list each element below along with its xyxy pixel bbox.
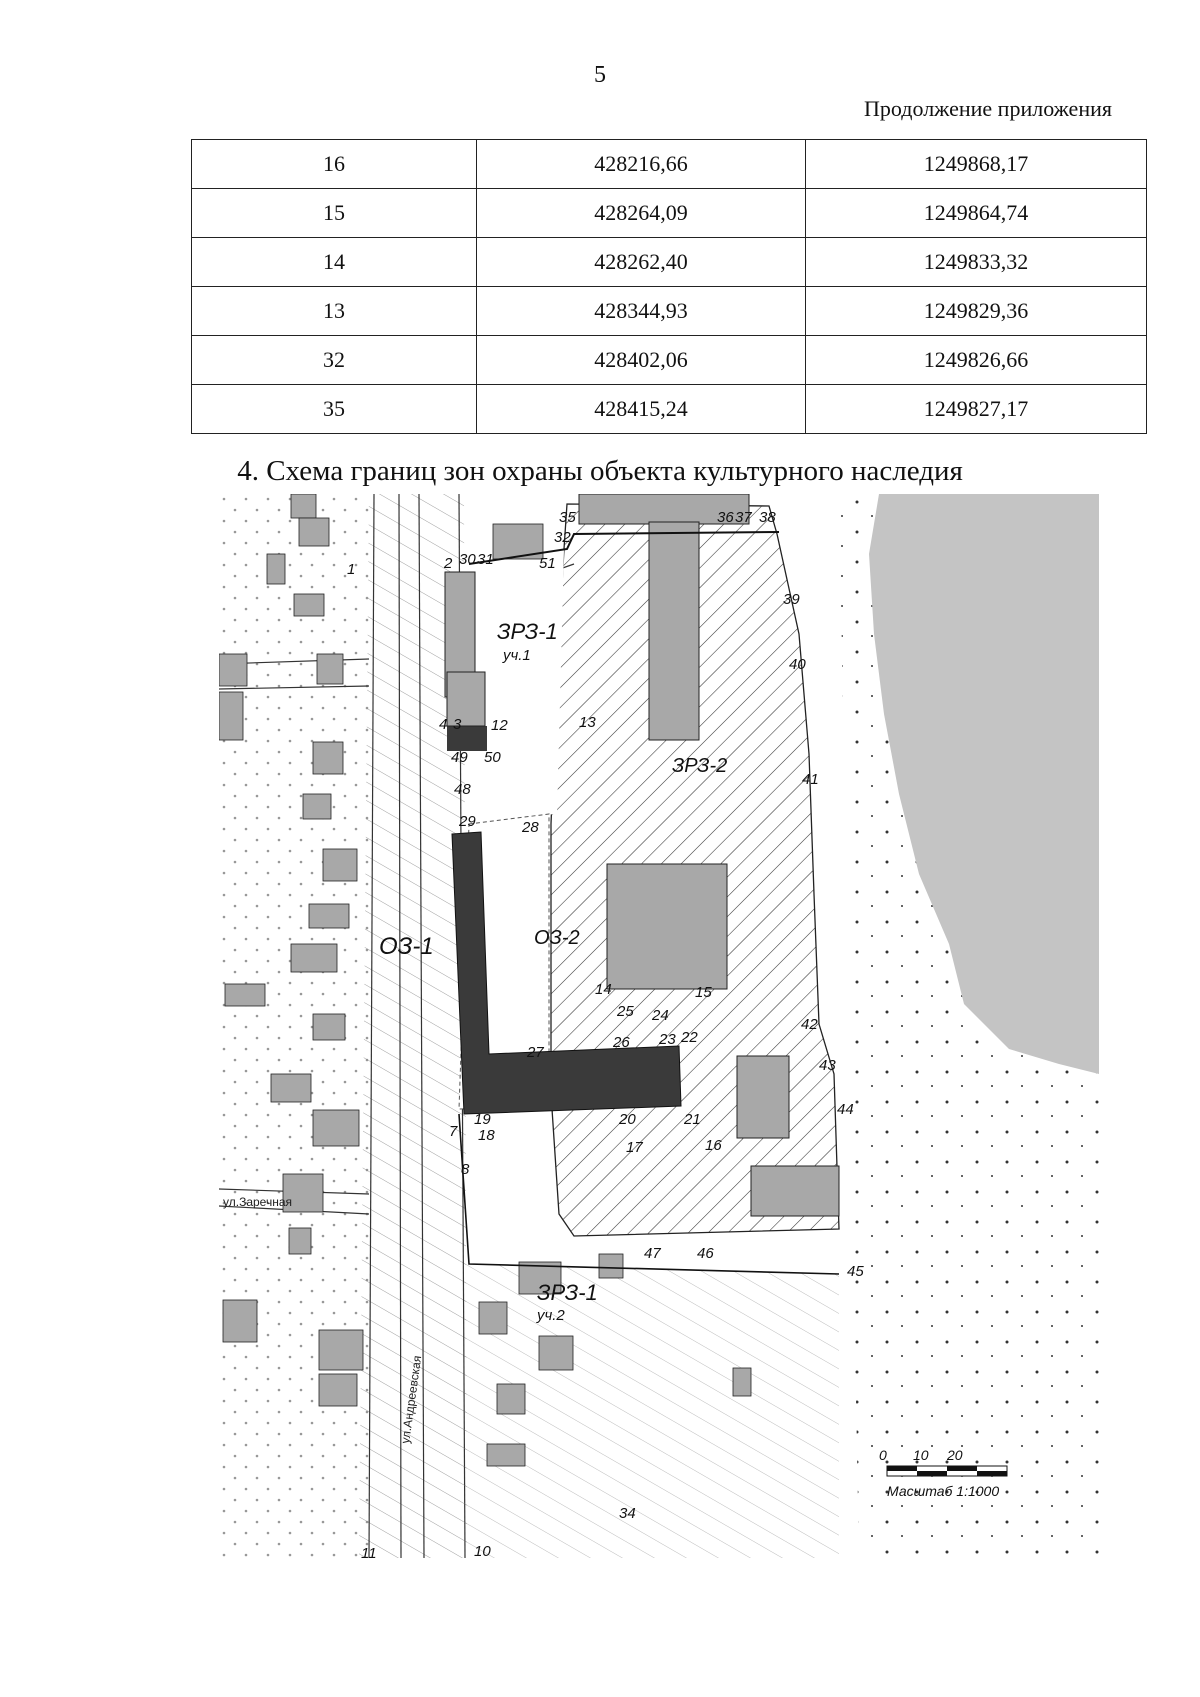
point-label: 42 xyxy=(801,1016,818,1033)
point-label: 12 xyxy=(491,717,508,734)
table-row xyxy=(192,189,1147,238)
point-label: 3 xyxy=(453,716,462,733)
section-title: 4. Схема границ зон охраны объекта культурного наследия xyxy=(237,455,963,487)
y-coordinate-cell: 1249833,32 xyxy=(806,238,1147,287)
point-label: 46 xyxy=(697,1245,714,1262)
scale-label: Масштаб 1:1000 xyxy=(887,1483,1000,1499)
point-label: 1 xyxy=(347,561,356,578)
y-coordinate-cell: 1249868,17 xyxy=(806,140,1147,189)
point-label: 28 xyxy=(522,819,539,836)
y-coordinate-cell: 1249829,36 xyxy=(806,287,1147,336)
scale-tick: 0 xyxy=(879,1447,887,1463)
x-coordinate-cell: 428264,09 xyxy=(477,189,806,238)
y-coordinate-cell: 1249827,17 xyxy=(806,385,1147,434)
point-label: 14 xyxy=(595,981,612,998)
point-label: 50 xyxy=(484,749,501,766)
point-label: 45 xyxy=(847,1263,864,1280)
point-label: 2 xyxy=(444,555,453,572)
zone-label-oz2: ОЗ-2 xyxy=(534,927,580,949)
point-label: 22 xyxy=(681,1029,698,1046)
scale-tick: 20 xyxy=(947,1447,963,1463)
street-label: ул.Андреевская xyxy=(398,1354,425,1445)
point-label: 7 xyxy=(449,1123,458,1140)
point-number-cell: 16 xyxy=(192,140,477,189)
point-label: 24 xyxy=(652,1007,669,1024)
point-label: 44 xyxy=(837,1101,854,1118)
continuation-header: Продолжение приложения xyxy=(864,96,1112,121)
point-label: 23 xyxy=(659,1031,676,1048)
point-label: 37 xyxy=(735,509,752,526)
x-coordinate-cell: 428415,24 xyxy=(477,385,806,434)
point-label: 36 xyxy=(717,509,734,526)
zone-label-zrz2: ЗРЗ-2 xyxy=(672,755,728,777)
point-label: 27 xyxy=(527,1044,544,1061)
y-coordinate-cell: 1249826,66 xyxy=(806,336,1147,385)
point-label: 49 xyxy=(451,749,468,766)
x-coordinate-cell: 428262,40 xyxy=(477,238,806,287)
zone-label-zrz1: ЗРЗ-1 xyxy=(497,619,558,644)
point-label: 38 xyxy=(759,509,776,526)
point-label: 41 xyxy=(802,771,819,788)
point-number-cell: 32 xyxy=(192,336,477,385)
point-label: 32 xyxy=(554,529,571,546)
zone-label-uch2: уч.2 xyxy=(537,1307,565,1324)
x-coordinate-cell: 428344,93 xyxy=(477,287,806,336)
point-number-cell: 35 xyxy=(192,385,477,434)
zone-label-zrz1-south: ЗРЗ-1 xyxy=(537,1280,598,1305)
point-label: 11 xyxy=(361,1545,377,1558)
point-label: 35 xyxy=(559,509,576,526)
x-coordinate-cell: 428402,06 xyxy=(477,336,806,385)
point-label: 34 xyxy=(619,1505,636,1522)
point-label: 16 xyxy=(705,1137,722,1154)
y-coordinate-cell: 1249864,74 xyxy=(806,189,1147,238)
point-label: 26 xyxy=(613,1034,630,1051)
point-label: 17 xyxy=(626,1139,643,1156)
street-label: ул.Заречная xyxy=(223,1195,292,1209)
point-label: 40 xyxy=(789,656,806,673)
point-label: 21 xyxy=(684,1111,701,1128)
point-label: 31 xyxy=(477,551,494,568)
point-label: 4 xyxy=(439,716,448,733)
table-row xyxy=(192,336,1147,385)
zone-boundary-map xyxy=(219,494,1099,1558)
point-number-cell: 14 xyxy=(192,238,477,287)
point-label: 20 xyxy=(619,1111,636,1128)
point-label: 39 xyxy=(783,591,800,608)
table-row xyxy=(192,287,1147,336)
point-label: 48 xyxy=(454,781,471,798)
point-label: 25 xyxy=(617,1003,634,1020)
point-number-cell: 15 xyxy=(192,189,477,238)
page-number: 5 xyxy=(594,62,606,88)
point-label: 8 xyxy=(461,1161,470,1178)
point-label: 15 xyxy=(695,984,712,1001)
table-row xyxy=(192,140,1147,189)
map-canvas xyxy=(219,494,1099,1558)
x-coordinate-cell: 428216,66 xyxy=(477,140,806,189)
point-label: 47 xyxy=(644,1245,661,1262)
zone-label-uch1: уч.1 xyxy=(503,647,531,664)
point-label: 43 xyxy=(819,1057,836,1074)
point-label: 10 xyxy=(474,1543,491,1558)
scale-tick: 10 xyxy=(913,1447,929,1463)
coordinates-table xyxy=(191,139,1147,434)
point-label: 29 xyxy=(459,813,476,830)
point-number-cell: 13 xyxy=(192,287,477,336)
zone-label-oz1: ОЗ-1 xyxy=(379,933,434,960)
point-label: 30 xyxy=(459,551,476,568)
point-label: 51 xyxy=(539,555,556,572)
table-row xyxy=(192,238,1147,287)
point-label: 18 xyxy=(478,1127,495,1144)
point-label: 13 xyxy=(579,714,596,731)
table-row xyxy=(192,385,1147,434)
point-label: 19 xyxy=(474,1111,491,1128)
